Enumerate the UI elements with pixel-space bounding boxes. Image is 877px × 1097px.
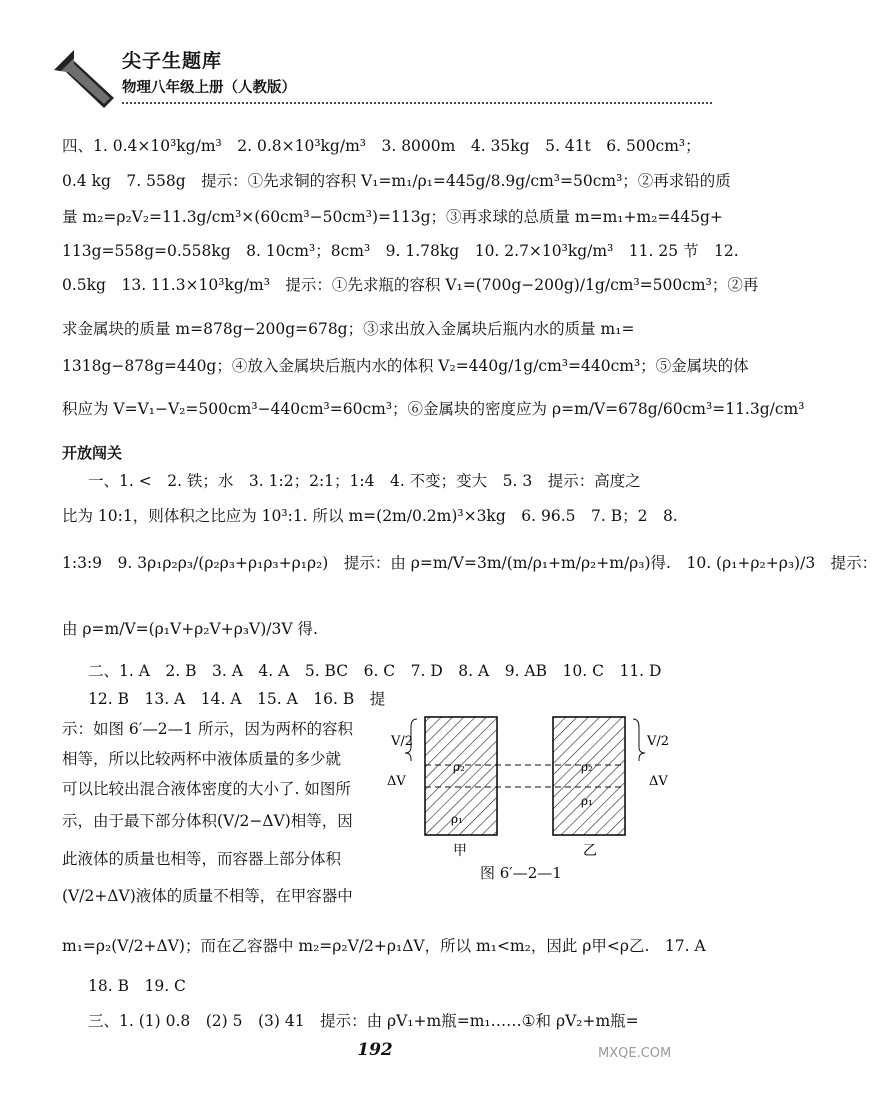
rho2-right: ρ₂ — [581, 760, 593, 774]
brand-title: 尖子生题库 — [122, 50, 223, 72]
answer-line: 二、1. A 2. B 3. A 4. A 5. BC 6. C 7. D 8. A 9. AB 10. C 11. D — [88, 662, 662, 680]
answer-line: (V/2+ΔV)液体的质量不相等，在甲容器中 — [62, 887, 353, 905]
v-half-label-left: V/2 — [391, 734, 414, 749]
rho1-left: ρ₁ — [451, 812, 463, 826]
page-number: 192 — [357, 1040, 393, 1060]
delta-v-label-right: ΔV — [649, 774, 668, 789]
figure-caption: 图 6′—2—1 — [480, 864, 562, 882]
v-half-label-right: V/2 — [647, 734, 670, 749]
answer-line: 示，由于最下部分体积(V/2−ΔV)相等，因 — [62, 812, 353, 830]
answer-line: 三、1. (1) 0.8 (2) 5 (3) 41 提示：由 ρV₁+m瓶=m₁……①和 ρV₂+m瓶= — [88, 1012, 639, 1030]
header-divider — [122, 102, 712, 104]
delta-v-label-left: ΔV — [387, 774, 406, 789]
answer-line: 可以比较出混合液体密度的大小了. 如图所 — [62, 780, 351, 798]
answer-line: 1318g−878g=440g；④放入金属块后瓶内水的体积 V₂=440g/1g/cm³=440cm³；⑤金属块的体 — [62, 357, 749, 375]
answer-line: 相等，所以比较两杯中液体质量的多少就 — [62, 750, 342, 768]
answer-line: 四、1. 0.4×10³kg/m³ 2. 0.8×10³kg/m³ 3. 8000m 4. 35kg 5. 41t 6. 500cm³； — [62, 137, 701, 155]
answer-line: 此液体的质量也相等，而容器上部分体积 — [62, 850, 342, 868]
answer-line: 量 m₂=ρ₂V₂=11.3g/cm³×(60cm³−50cm³)=113g；③再求球的总质量 m=m₁+m₂=445g+ — [62, 208, 723, 226]
arrow-logo-icon — [52, 48, 122, 112]
answer-line: m₁=ρ₂(V/2+ΔV)；而在乙容器中 m₂=ρ₂V/2+ρ₁ΔV，所以 m₁<m₂，因此 ρ甲<ρ乙. 17. A — [62, 937, 706, 955]
rho1-right: ρ₁ — [581, 794, 593, 808]
watermark: MXQE.COM — [598, 1046, 672, 1061]
book-subtitle: 物理八年级上册（人教版） — [122, 80, 296, 96]
answer-line: 113g=558g=0.558kg 8. 10cm³；8cm³ 9. 1.78kg 10. 2.7×10³kg/m³ 11. 25 节 12. — [62, 242, 739, 260]
right-cup — [553, 717, 625, 835]
page-header — [52, 44, 712, 114]
answer-line: 12. B 13. A 14. A 15. A 16. B 提 — [88, 690, 386, 708]
answer-line: 积应为 V=V₁−V₂=500cm³−440cm³=60cm³；⑥金属块的密度应为 ρ=m/V=678g/60cm³=11.3g/cm³ — [62, 400, 805, 418]
answer-line: 由 ρ=m/V=(ρ₁V+ρ₂V+ρ₃V)/3V 得. — [62, 620, 318, 638]
answer-line: 示：如图 6′—2—1 所示，因为两杯的容积 — [62, 720, 353, 738]
answer-line: 求金属块的质量 m=878g−200g=678g；③求出放入金属块后瓶内水的质量 m₁= — [62, 320, 635, 338]
section-heading: 开放闯关 — [62, 444, 123, 462]
answer-line: 0.4 kg 7. 558g 提示：①先求铜的容积 V₁=m₁/ρ₁=445g/8.9g/cm³=50cm³；②再求铅的质 — [62, 172, 731, 190]
cup-label-right: 乙 — [583, 843, 597, 859]
cup-label-left: 甲 — [453, 843, 467, 859]
answer-line: 比为 10:1，则体积之比应为 10³:1. 所以 m=(2m/0.2m)³×3kg 6. 96.5 7. B；2 8. — [62, 507, 678, 525]
answer-line: 18. B 19. C — [88, 977, 186, 995]
answer-line: 一、1. < 2. 铁；水 3. 1:2；2:1；1:4 4. 不变；变大 5. 3 提示：高度之 — [88, 472, 641, 490]
answer-line: 1:3:9 9. 3ρ₁ρ₂ρ₃/(ρ₂ρ₃+ρ₁ρ₃+ρ₁ρ₂) 提示：由 ρ=m/V=3m/(m/ρ₁+m/ρ₂+m/ρ₃)得. 10. (ρ₁+ρ₂+ρ₃)/3 提示： — [62, 554, 877, 572]
rho2-left: ρ₂ — [453, 760, 465, 774]
answer-line: 0.5kg 13. 11.3×10³kg/m³ 提示：①先求瓶的容积 V₁=(700g−200g)/1g/cm³=500cm³；②再 — [62, 276, 759, 294]
